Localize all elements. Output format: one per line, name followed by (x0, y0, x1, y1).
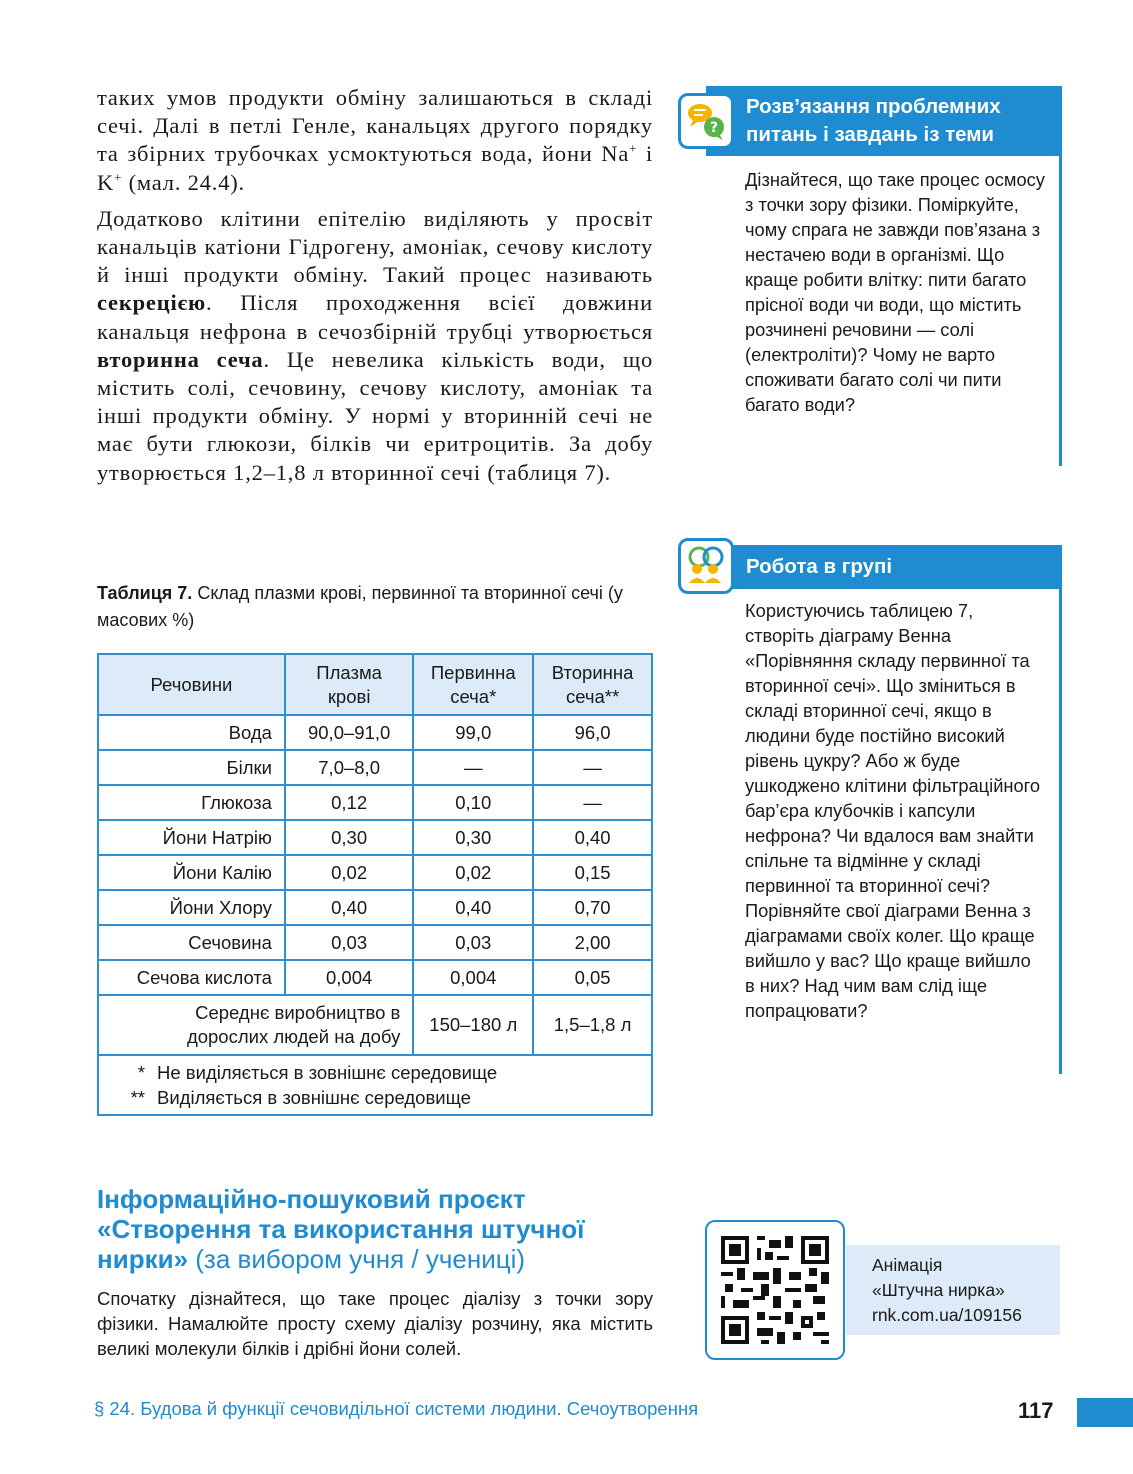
table-cell: Сечовина (98, 925, 285, 960)
project-title: Інформаційно-пошуковий проєкт «Створення та використання штучної нирки» (за вибором учня / учениці) (97, 1184, 585, 1274)
composition-table (97, 653, 653, 1116)
paragraph-1: таких умов продукти обміну залишаються в складі сечі. Далі в петлі Генле, канальцях другого порядку та збірних трубочках усмоктуються вода, йони Na+ і K+ (мал. 24.4). (97, 85, 653, 195)
table-cell: 0,03 (285, 925, 413, 960)
table-cell: 99,0 (413, 715, 533, 750)
box-rule (1059, 156, 1062, 466)
table-row (98, 820, 652, 855)
table-cell: 0,10 (413, 785, 533, 820)
table-cell: 96,0 (533, 715, 652, 750)
group-work-box (678, 544, 1062, 1074)
group-work-title: Робота в групі (706, 545, 1062, 589)
table-note: ** Виділяється в зовнішнє середовище (130, 1087, 471, 1108)
table-cell: Йони Калію (98, 855, 285, 890)
table-cell: 0,40 (533, 820, 652, 855)
table-cell: 7,0–8,0 (285, 750, 413, 785)
problem-questions-text: Дізнайтеся, що таке процес осмосу з точки зору фізики. Поміркуйте, чому спрага не завжди пов’язана з нестачею води в організмі. Що краще робити влітку: пити багато прісної води чи води, що містить розчинені речовини — солі (електроліти)? Чому не варто споживати багато солі чи пити багато води? (745, 169, 1045, 415)
table-cell: 2,00 (533, 925, 652, 960)
table-row (98, 960, 652, 995)
table-cell: — (413, 750, 533, 785)
problem-questions-title: Розв’язання проблемних питань і завдань із теми (706, 86, 1062, 156)
main-text (97, 84, 653, 495)
table-cell: 0,12 (285, 785, 413, 820)
table-cell: Білки (98, 750, 285, 785)
paragraph-2: Додатково клітини епітелію виділяють у просвіт канальців катіони Гідрогену, амоніак, сечову кислоту й інші продукти обміну. Такий процес називають секрецією. Після проходження всієї довжини канальця нефрона в сечозбірній трубці утворюється вторинна сеча. Це невелика кількість води, що містить солі, сечовину, сечову кислоту, амоніак та інші продукти обміну. У нормі у вторинній сечі не має бути глюкози, білків чи еритроцитів. За добу утворюється 1,2–1,8 л вторинної сечі (таблиця 7). (97, 205, 653, 485)
table-cell: 0,15 (533, 855, 652, 890)
table-cell: 0,40 (285, 890, 413, 925)
table-header-cell: Плазма крові (285, 654, 413, 715)
table-cell: 0,02 (285, 855, 413, 890)
table-cell: 150–180 л (413, 995, 533, 1055)
table-cell: 0,05 (533, 960, 652, 995)
table-cell: 0,40 (413, 890, 533, 925)
table-cell: 0,004 (413, 960, 533, 995)
box-rule (1059, 589, 1062, 1074)
problem-questions-box (678, 86, 1062, 466)
table-header-cell: Первинна сеча* (413, 654, 533, 715)
table-cell: Сечова кислота (98, 960, 285, 995)
table-header-cell: Вторинна сеча** (533, 654, 652, 715)
table-caption: Таблиця 7. Склад плазми крові, первинної та вторинної сечі (у масових %) (97, 583, 623, 630)
footer-section-title: § 24. Будова й функції сечовидільної системи людини. Сечоутворення (94, 1398, 699, 1419)
table-notes-row (98, 1055, 652, 1115)
table-cell: 0,004 (285, 960, 413, 995)
page-number: 117 (1018, 1398, 1054, 1423)
qr-link-text[interactable] (872, 1253, 1022, 1328)
qr-code-icon[interactable] (705, 1220, 845, 1360)
table-cell: — (533, 785, 652, 820)
speech-bubbles-question-icon (678, 93, 734, 149)
svg-text:?: ? (709, 120, 719, 136)
project-text: Спочатку дізнайтеся, що таке процес діалізу з точки зору фізики. Намалюйте просту схему діалізу розчину, яка містить великі молекули білків і дрібні йони солей. (97, 1288, 653, 1359)
table-row-average (98, 995, 652, 1055)
table-cell: 0,03 (413, 925, 533, 960)
table-cell: Йони Хлору (98, 890, 285, 925)
table-cell: Вода (98, 715, 285, 750)
table-cell: — (533, 750, 652, 785)
table-cell: Йони Натрію (98, 820, 285, 855)
table-row (98, 855, 652, 890)
page-accent-bar (1077, 1398, 1133, 1427)
table-cell: Середнє виробництво в дорослих людей на добу (98, 995, 413, 1055)
table-cell: 0,70 (533, 890, 652, 925)
table-row (98, 925, 652, 960)
table-row (98, 785, 652, 820)
table-note: * Не виділяється в зовнішнє середовище (137, 1062, 498, 1083)
table-cell: Глюкоза (98, 785, 285, 820)
table-cell: 0,30 (285, 820, 413, 855)
qr-line: «Штучна нирка» (872, 1280, 1005, 1300)
group-work-text: Користуючись таблицею 7, створіть діаграму Венна «Порівняння складу первинної та вторинної сечі». Що зміниться в складі вторинної сечі, якщо в людини буде постійно високий рівень цукру? Або ж буде ушкоджено клітини фільтраційного бар’єра клубочків і капсули нефрона? Чи вдалося вам знайти спільне та відмінне у складі первинної та вторинної сечі? Порівняйте свої діаграми Венна з діаграмами своїх колег. Що краще вийшло у вас? Що краще вийшло в них? Над чим вам слід іще попрацювати? (745, 600, 1041, 1021)
table-cell: 90,0–91,0 (285, 715, 413, 750)
qr-line: Анімація (872, 1255, 943, 1275)
qr-url[interactable]: rnk.com.ua/109156 (872, 1305, 1022, 1325)
table-row (98, 890, 652, 925)
table-cell: 1,5–1,8 л (533, 995, 652, 1055)
table-cell: 0,30 (413, 820, 533, 855)
table-header-row (98, 654, 652, 715)
table-header-cell: Речовини (98, 654, 285, 715)
table-cell: 0,02 (413, 855, 533, 890)
group-people-icon (678, 538, 734, 594)
table-row (98, 750, 652, 785)
table-row (98, 715, 652, 750)
table-notes (98, 1055, 652, 1115)
